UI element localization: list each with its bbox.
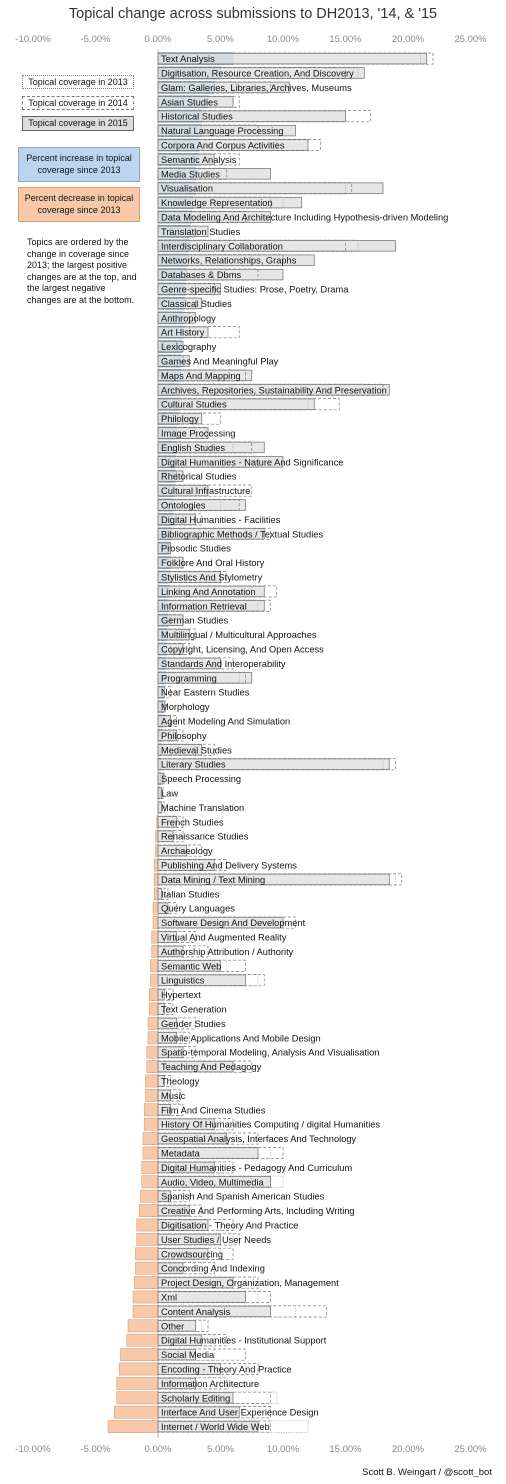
x-tick-label-bottom: 15.00% [329,1444,362,1455]
topic-label: Scholarly Editing [161,1393,231,1404]
change-bar [146,1089,159,1101]
change-bar [153,902,158,914]
x-tick-label-bottom: 25.00% [454,1444,487,1455]
chart-note: Topics are ordered by the change in coverage since 2013; the largest positive changes are at the top, and the largest negative changes are at the bottom. [27,237,137,305]
topic-label: Italian Studies [161,889,220,900]
legend-increase-label: Percent increase in topical coverage since 2013 [26,153,132,175]
topic-label: Mobile Applications And Mobile Design [161,1033,321,1044]
topic-label: Translation Studies [161,226,241,237]
change-bar [146,1075,159,1087]
topic-label: Film And Cinema Studies [161,1105,266,1116]
topic-label: Spanish And Spanish American Studies [161,1191,325,1202]
change-bar [147,1046,158,1058]
change-bar [156,845,159,857]
change-bar [137,1219,158,1231]
topic-label: Morphology [161,702,210,713]
topic-label: Cultural Studies [161,399,227,410]
topic-label: Networks, Relationships, Graphs [161,255,297,266]
topic-label: Maps And Mapping [161,370,241,381]
topic-label: Copyright, Licensing, And Open Access [161,644,324,655]
legend-decrease-label: Percent decrease in topical coverage since 2013 [24,193,134,215]
change-bar [148,1017,158,1029]
x-tick-label-top: 10.00% [266,34,300,45]
topic-label: Crowdsourcing [161,1249,224,1260]
change-bar [117,1377,158,1389]
topic-label: History Of Humanities Computing / digital Humanities [161,1119,381,1130]
topic-label: Information Architecture [161,1378,260,1389]
topic-label: Information Retrieval [161,601,247,612]
topic-label: Metadata [161,1148,200,1159]
topic-label: Archaeology [161,846,213,857]
x-tick-label-bottom: -10.00% [15,1444,51,1455]
change-bar [134,1277,158,1289]
x-tick-label-top: 20.00% [391,34,425,45]
topic-label: Cultural Infrastructure [161,486,251,497]
chart-title: Topical change across submissions to DH2013, '14, & '15 [68,6,438,22]
x-tick-label-top: 5.00% [207,34,234,45]
topic-label: Digital Humanities - Nature And Significance [161,457,344,468]
legend-2014-box [22,96,134,110]
change-bar [154,873,158,885]
topic-label: Folklore And Oral History [161,558,265,569]
topic-label: Prosodic Studies [161,543,231,554]
change-bar [133,1291,158,1303]
x-tick-label-bottom: 10.00% [266,1444,300,1455]
change-bar [153,917,158,929]
legend-2014-label: Topical coverage in 2014 [28,98,128,108]
topic-label: Philology [161,414,199,425]
topic-label: Historical Studies [161,111,233,122]
topic-label: Spatio-temporal Modeling, Analysis And Visualisation [161,1047,380,1058]
topic-label: Teaching And Pedagogy [161,1062,262,1073]
change-bar [119,1363,158,1375]
topic-label: Linguistics [161,975,205,986]
change-bar [141,1190,159,1202]
topic-label: Standards And Interoperability [161,658,286,669]
topic-label: Theology [161,1076,200,1087]
topic-label: Other [161,1321,185,1332]
topic-label: Classical Studies [161,298,232,309]
topic-label: Philosophy [161,730,207,741]
topic-label: Renaissance Studies [161,831,249,842]
change-bar [128,1320,158,1332]
change-bar [151,960,159,972]
legend-increase-box [18,147,140,182]
topic-label: Digital Humanities - Institutional Support [161,1335,327,1346]
topic-label: Ontologies [161,500,206,511]
change-bar [136,1248,159,1260]
x-tick-label-top: 0.00% [144,34,172,45]
topic-label: Corpora And Corpus Activities [161,140,285,151]
legend-decrease-box [18,187,140,222]
change-bar [114,1406,158,1418]
topic-label: Social Media [161,1350,215,1361]
topic-label: Asian Studies [161,97,218,108]
topic-label: Data Mining / Text Mining [161,874,266,885]
topic-label: Media Studies [161,169,220,180]
legend-2013-box [22,75,134,89]
topic-label: Literary Studies [161,759,226,770]
topic-label: Databases & Dbms [161,270,242,281]
change-bar [152,931,158,943]
change-bar [152,945,158,957]
chart-credit: Scott B. Weingart / @scott_bot [362,1467,492,1478]
topic-label: Image Processing [161,428,236,439]
topic-label: Digitisation, Resource Creation, And Discovery [161,68,354,79]
topic-label: Hypertext [161,990,201,1001]
topic-label: Project Design, Organization, Management [161,1278,339,1289]
topic-label: Natural Language Processing [161,126,284,137]
topic-label: Music [161,1090,186,1101]
change-bar [147,1061,158,1073]
topic-label: Knowledge Representation [161,198,273,209]
topic-label: Data Modeling And Architecture Including Hypothesis-driven Modeling [161,212,449,223]
change-bar [136,1262,159,1274]
topic-label: Multilingual / Multicultural Approaches [161,630,317,641]
x-tick-label-top: -10.00% [15,34,51,45]
topic-label: Rhetorical Studies [161,471,237,482]
topic-label: Machine Translation [161,802,245,813]
x-tick-label-top: 25.00% [454,34,487,45]
topic-label: Lexicography [161,342,217,353]
change-bar [117,1392,158,1404]
legend-2015-label: Topical coverage in 2015 [28,118,128,128]
x-tick-label-bottom: -5.00% [80,1444,111,1455]
change-bar [149,1003,158,1015]
topic-label: Medieval Studies [161,745,232,756]
change-bar [139,1205,158,1217]
legend-2015-box [22,116,134,131]
topic-label: Visualisation [161,183,214,194]
legend-2013-label: Topical coverage in 2013 [28,77,128,87]
change-bar [148,1032,158,1044]
topic-label: English Studies [161,442,226,453]
change-bar [121,1349,159,1361]
change-bar [154,888,158,900]
change-bar [108,1421,158,1433]
topic-label: Audio, Video, Multimedia [161,1177,264,1188]
x-tick-label-bottom: 5.00% [207,1444,234,1455]
topic-label: Text Generation [161,1004,227,1015]
change-bar [133,1305,158,1317]
change-bar [154,859,158,871]
topic-label: Geospatial Analysis, Interfaces And Technology [161,1134,357,1145]
change-bar [127,1334,158,1346]
topic-label: Interdisciplinary Collaboration [161,241,283,252]
topic-label: Query Languages [161,903,235,914]
topic-label: Interface And User Experience Design [161,1407,319,1418]
topic-label: Law [161,788,179,799]
topic-label: Glam: Galleries, Libraries, Archives, Museums [161,82,352,93]
topic-label: Digital Humanities - Facilities [161,514,281,525]
change-bar [143,1147,158,1159]
topic-label: Near Eastern Studies [161,687,250,698]
topic-label: Creative And Performing Arts, Including Writing [161,1206,355,1217]
change-bar [144,1104,158,1116]
x-tick-label-top: 15.00% [329,34,362,45]
change-bar [156,830,159,842]
topic-label: Gender Studies [161,1018,226,1029]
topic-label: Internet / World Wide Web [161,1422,270,1433]
x-tick-label-bottom: 0.00% [144,1444,172,1455]
topic-label: Text Analysis [161,54,215,65]
x-tick-label-bottom: 20.00% [391,1444,425,1455]
topic-label: User Studies / User Needs [161,1234,272,1245]
change-bar [144,1118,158,1130]
topic-label: Stylistics And Stylometry [161,572,263,583]
change-bar [151,974,159,986]
topic-label: Speech Processing [161,774,242,785]
topic-label: Software Design And Development [161,918,306,929]
topic-label: Authorship Attribution / Authority [161,946,294,957]
topic-label: Digital Humanities - Pedagogy And Curriculum [161,1162,353,1173]
change-bar [137,1233,158,1245]
topic-label: Anthropology [161,313,216,324]
topic-label: Encoding - Theory And Practice [161,1364,292,1375]
topic-label: Publishing And Delivery Systems [161,860,297,871]
topic-label: Digitisation - Theory And Practice [161,1220,299,1231]
topic-label: Agent Modeling And Simulation [161,716,291,727]
topic-label: Semantic Analysis [161,154,237,165]
topic-label: Art History [161,327,205,338]
topic-label: Semantic Web [161,961,222,972]
topic-label: German Studies [161,615,229,626]
change-bar [142,1176,158,1188]
topic-label: Linking And Annotation [161,586,256,597]
topic-label: Concording And Indexing [161,1263,265,1274]
x-tick-label-top: -5.00% [80,34,111,45]
topic-label: Bibliographic Methods / Textual Studies [161,529,324,540]
change-bar [143,1133,158,1145]
topic-label: Genre-specific Studies: Prose, Poetry, Drama [161,284,349,295]
topic-label: French Studies [161,817,224,828]
topic-label: Programming [161,673,217,684]
topic-label: Archives, Repositories, Sustainability And Preservation [161,385,387,396]
change-bar [142,1161,158,1173]
topic-label: Xml [161,1292,178,1303]
change-bar [149,989,158,1001]
topic-label: Content Analysis [161,1306,231,1317]
topic-label: Virtual And Augmented Reality [161,932,287,943]
topic-label: Games And Meaningful Play [161,356,279,367]
